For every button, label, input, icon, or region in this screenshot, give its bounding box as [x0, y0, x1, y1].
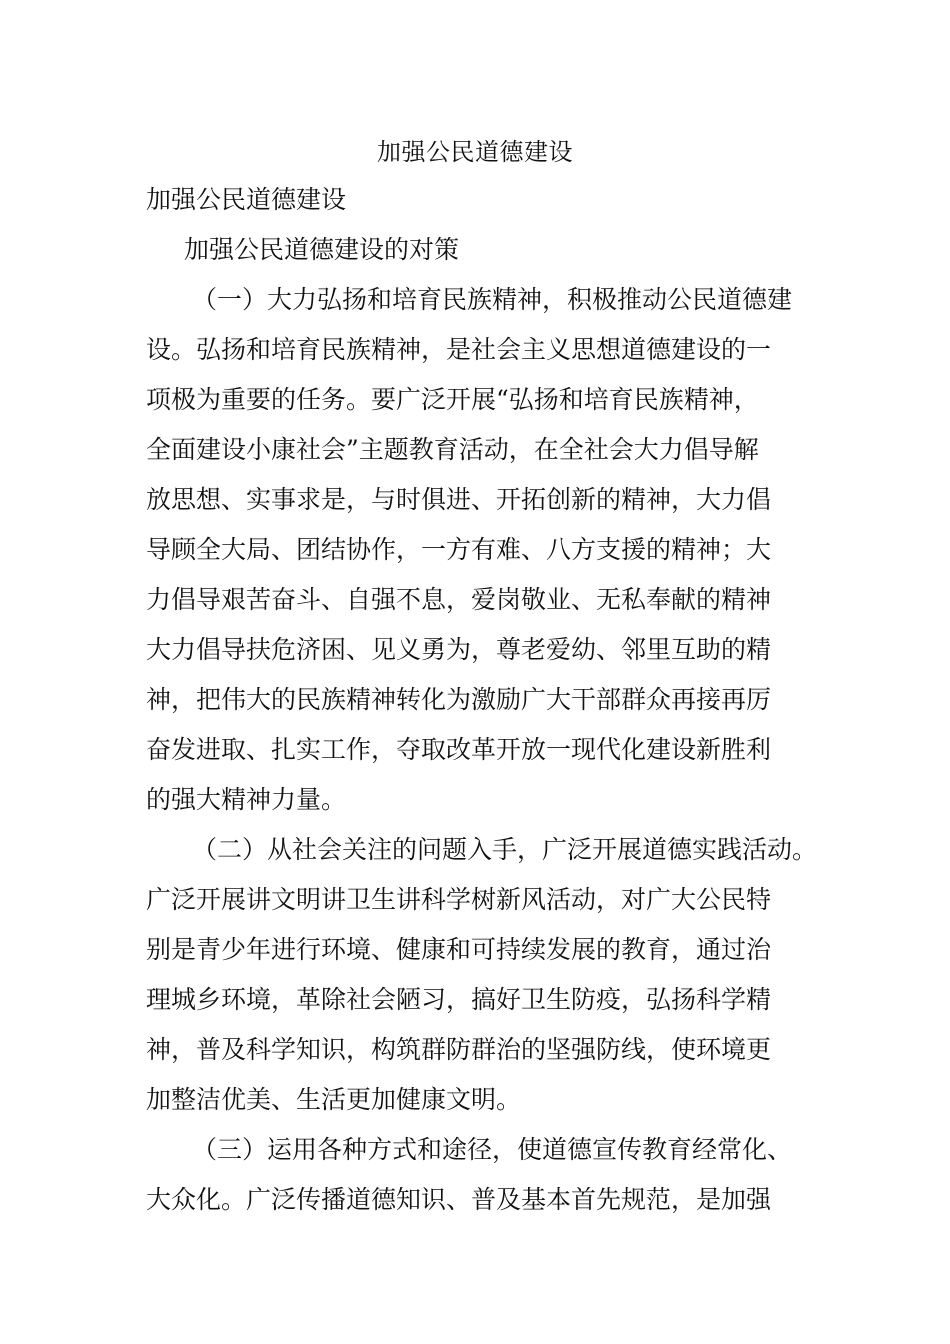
paragraph-2-line: 广泛开展讲文明讲卫生讲科学树新风活动，对广大公民特	[146, 885, 772, 914]
paragraph-2-line: 别是青少年进行环境、健康和可持续发展的教育，通过治	[146, 935, 772, 964]
paragraph-1-line: 大力倡导扶危济困、见义勇为，尊老爱幼、邻里互助的精	[146, 635, 772, 664]
paragraph-1-line: 项极为重要的任务。要广泛开展“弘扬和培育民族精神，	[146, 385, 759, 414]
paragraph-1-line: 设。弘扬和培育民族精神，是社会主义思想道德建设的一	[146, 335, 772, 364]
paragraph-2-line: 神，普及科学知识，构筑群防群治的坚强防线，使环境更	[146, 1035, 772, 1064]
document-title: 加强公民道德建设	[377, 138, 573, 166]
paragraph-1-line: 力倡导艰苦奋斗、自强不息，爱岗敬业、无私奉献的精神	[146, 585, 772, 614]
paragraph-2-line: （二）从社会关注的问题入手，广泛开展道德实践活动。	[192, 835, 818, 864]
body-text	[146, 282, 816, 1232]
paragraph-3-line: （三）运用各种方式和途径，使道德宣传教育经常化、	[192, 1135, 793, 1164]
paragraph-2-line: 加整洁优美、生活更加健康文明。	[146, 1085, 522, 1114]
document-subtitle: 加强公民道德建设	[146, 185, 347, 214]
paragraph-1-line: 放思想、实事求是，与时俱进、开拓创新的精神，大力倡	[146, 485, 772, 514]
paragraph-1-line: 全面建设小康社会”主题教育活动，在全社会大力倡导解	[146, 435, 759, 464]
section-heading: 加强公民道德建设的对策	[184, 235, 460, 264]
paragraph-1-line: 奋发进取、扎实工作，夺取改革开放一现代化建设新胜利	[146, 735, 772, 764]
paragraph-1-line: 神，把伟大的民族精神转化为激励广大干部群众再接再厉	[146, 685, 772, 714]
paragraph-3-line: 大众化。广泛传播道德知识、普及基本首先规范，是加强	[146, 1185, 772, 1214]
paragraph-1-line: 的强大精神力量。	[146, 785, 347, 814]
paragraph-1-line: 导顾全大局、团结协作，一方有难、八方支援的精神；大	[146, 535, 772, 564]
paragraph-2-line: 理城乡环境，革除社会陋习，搞好卫生防疫，弘扬科学精	[146, 985, 772, 1014]
paragraph-1-line: （一）大力弘扬和培育民族精神，积极推动公民道德建	[192, 285, 793, 314]
